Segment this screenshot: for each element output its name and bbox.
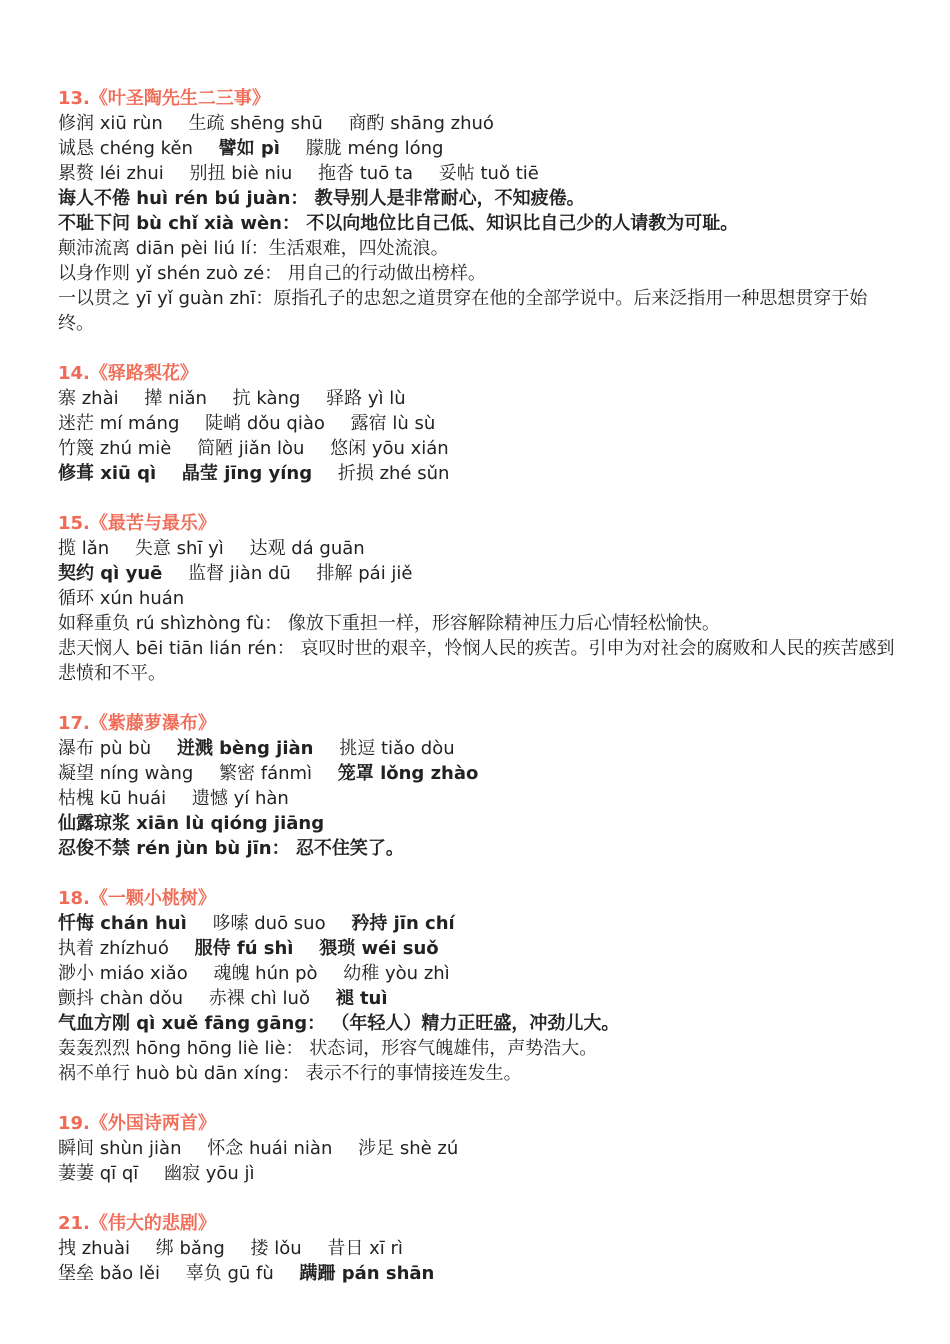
lesson-title: 17.《紫藤萝瀑布》 [58, 713, 216, 734]
word-row [58, 586, 898, 611]
idiom-definition: 以身作则 yǐ shén zuò zé： 用自己的行动做出榜样。 [58, 263, 486, 284]
word-item: 修葺 xiū qì [58, 463, 157, 484]
word-item: 达观 dá guān [249, 538, 365, 559]
word-item: 幽寂 yōu jì [164, 1163, 255, 1184]
word-item: 猥琐 wéi suǒ [319, 938, 439, 959]
word-item: 朦胧 méng lóng [305, 138, 444, 159]
word-item: 晶莹 jīng yíng [181, 463, 313, 484]
word-item: 揽 lǎn [58, 538, 110, 559]
word-row [58, 461, 898, 486]
word-row [58, 1161, 898, 1186]
lesson-title: 14.《驿路梨花》 [58, 363, 198, 384]
word-row [58, 136, 898, 161]
lesson-14 [58, 361, 898, 486]
word-item: 蹒跚 pán shān [299, 1263, 435, 1284]
word-row [58, 436, 898, 461]
word-item: 修润 xiū rùn [58, 113, 163, 134]
word-item: 排解 pái jiě [316, 563, 413, 584]
lesson-13 [58, 86, 898, 336]
lesson-title: 19.《外国诗两首》 [58, 1113, 216, 1134]
word-item: 魂魄 hún pò [213, 963, 318, 984]
idiom-definition: 忍俊不禁 rén jùn bù jīn： 忍不住笑了。 [58, 838, 404, 859]
word-row [58, 386, 898, 411]
idiom-definition: 如释重负 rú shìzhòng fù： 像放下重担一样，形容解除精神压力后心情轻松愉快。 [58, 613, 720, 634]
word-item: 露宿 lù sù [350, 413, 436, 434]
word-item: 仙露琼浆 xiān lù qióng jiāng [58, 813, 325, 834]
word-item: 服侍 fú shì [194, 938, 294, 959]
word-row [58, 111, 898, 136]
idiom-definition: 诲人不倦 huì rén bú juàn： 教导别人是非常耐心，不知疲倦。 [58, 188, 585, 209]
lesson-21 [58, 1211, 898, 1286]
word-item: 循环 xún huán [58, 588, 185, 609]
lesson-19 [58, 1111, 898, 1186]
word-item: 昔日 xī rì [327, 1238, 403, 1259]
lesson-15 [58, 511, 898, 686]
word-item: 拽 zhuài [58, 1238, 131, 1259]
word-item: 枯槐 kū huái [58, 788, 167, 809]
word-item: 萋萋 qī qī [58, 1163, 139, 1184]
idiom-definition: 颠沛流离 diān pèi liú lí：生活艰难，四处流浪。 [58, 238, 449, 259]
word-item: 涉足 shè zú [358, 1138, 459, 1159]
word-row [58, 161, 898, 186]
idiom-definition: 气血方刚 qì xuě fāng gāng： （年轻人）精力正旺盛，冲劲儿大。 [58, 1013, 620, 1034]
word-item: 监督 jiàn dū [188, 563, 291, 584]
word-row [58, 561, 898, 586]
word-row [58, 811, 898, 836]
word-item: 竹篾 zhú miè [58, 438, 172, 459]
vocabulary-content [58, 86, 898, 1311]
word-item: 瀑布 pù bù [58, 738, 152, 759]
lesson-title: 15.《最苦与最乐》 [58, 513, 216, 534]
word-row [58, 1136, 898, 1161]
word-item: 迸溅 bèng jiàn [176, 738, 314, 759]
word-item: 繁密 fánmì [219, 763, 313, 784]
word-item: 颤抖 chàn dǒu [58, 988, 184, 1009]
word-item: 别扭 biè niu [189, 163, 293, 184]
word-row [58, 736, 898, 761]
word-item: 驿路 yì lù [326, 388, 406, 409]
word-item: 遗憾 yí hàn [191, 788, 289, 809]
word-item: 笼罩 lǒng zhào [337, 763, 479, 784]
word-row [58, 911, 898, 936]
idiom-definition: 一以贯之 yī yǐ guàn zhī：原指孔子的忠恕之道贯穿在他的全部学说中。后来泛指用一种思想贯穿于始终。 [58, 288, 868, 334]
word-item: 瞬间 shùn jiàn [58, 1138, 182, 1159]
word-row [58, 986, 898, 1011]
word-item: 妥帖 tuǒ tiē [438, 163, 539, 184]
word-item: 迷茫 mí máng [58, 413, 180, 434]
idiom-definition: 祸不单行 huò bù dān xíng： 表示不行的事情接连发生。 [58, 1063, 522, 1084]
word-item: 褪 tuì [335, 988, 388, 1009]
word-item: 忏悔 chán huì [58, 913, 187, 934]
word-item: 悠闲 yōu xián [330, 438, 449, 459]
lesson-title: 18.《一颗小桃树》 [58, 888, 216, 909]
word-item: 失意 shī yì [134, 538, 224, 559]
word-item: 累赘 léi zhui [58, 163, 164, 184]
word-row [58, 961, 898, 986]
idiom-definition: 轰轰烈烈 hōng hōng liè liè： 状态词，形容气魄雄伟，声势浩大。 [58, 1038, 598, 1059]
word-item: 商酌 shāng zhuó [348, 113, 494, 134]
word-item: 怀念 huái niàn [207, 1138, 333, 1159]
word-item: 契约 qì yuē [58, 563, 163, 584]
lesson-17 [58, 711, 898, 861]
word-row [58, 786, 898, 811]
word-row [58, 536, 898, 561]
lesson-title: 21.《伟大的悲剧》 [58, 1213, 216, 1234]
word-item: 抗 kàng [232, 388, 301, 409]
word-item: 拖沓 tuō ta [318, 163, 414, 184]
word-item: 撵 niǎn [144, 388, 207, 409]
idiom-definition: 不耻下问 bù chǐ xià wèn： 不以向地位比自己低、知识比自己少的人请教为可耻。 [58, 213, 739, 234]
word-item: 挑逗 tiǎo dòu [339, 738, 455, 759]
word-row [58, 1261, 898, 1286]
word-item: 绑 bǎng [155, 1238, 225, 1259]
word-item: 凝望 níng wàng [58, 763, 194, 784]
word-item: 折损 zhé sǔn [337, 463, 450, 484]
word-row [58, 936, 898, 961]
word-item: 譬如 pì [218, 138, 280, 159]
word-item: 诚恳 chéng kěn [58, 138, 193, 159]
word-row [58, 1236, 898, 1261]
word-item: 陡峭 dǒu qiào [205, 413, 325, 434]
word-item: 生疏 shēng shū [188, 113, 323, 134]
word-item: 辜负 gū fù [185, 1263, 274, 1284]
word-row [58, 411, 898, 436]
word-item: 渺小 miáo xiǎo [58, 963, 188, 984]
word-item: 执着 zhízhuó [58, 938, 169, 959]
word-item: 简陋 jiǎn lòu [197, 438, 305, 459]
word-item: 幼稚 yòu zhì [343, 963, 450, 984]
lesson-18 [58, 886, 898, 1086]
word-row [58, 761, 898, 786]
lesson-title: 13.《叶圣陶先生二三事》 [58, 88, 270, 109]
word-item: 搂 lǒu [250, 1238, 302, 1259]
word-item: 寨 zhài [58, 388, 119, 409]
word-item: 赤裸 chì luǒ [208, 988, 310, 1009]
word-item: 矜持 jīn chí [351, 913, 455, 934]
word-item: 堡垒 bǎo lěi [58, 1263, 160, 1284]
idiom-definition: 悲天悯人 bēi tiān lián rén： 哀叹时世的艰辛，怜悯人民的疾苦。引申为对社会的腐败和人民的疾苦感到悲愤和不平。 [58, 638, 895, 684]
word-item: 哆嗦 duō suo [212, 913, 326, 934]
